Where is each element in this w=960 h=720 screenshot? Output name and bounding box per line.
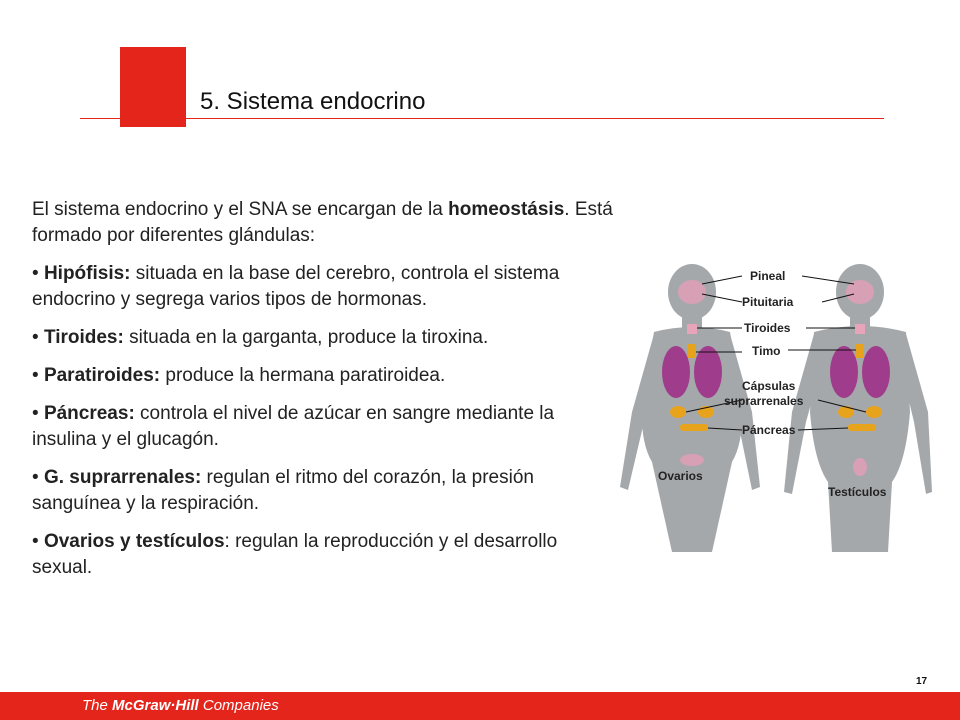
label-testiculos: Testículos	[828, 485, 887, 499]
intro-text-end: . Está formado por diferentes glándulas:	[32, 199, 613, 246]
bullet-pancreas: • Páncreas: controla el nivel de azúcar en sangre mediante la insulina y el glucagón.	[32, 403, 555, 450]
bullet-term: Tiroides:	[43, 327, 124, 348]
bullet-paratiroides: • Paratiroides: produce la hermana paratiroidea.	[32, 365, 446, 386]
bullet-text: situada en la base del cerebro, controla el sistema endocrino y segrega varios tipos de hormonas.	[32, 263, 560, 310]
bullet-text: : regulan la reproducción y el desarrollo sexual.	[32, 531, 558, 578]
bullet-text: produce la hermana paratiroidea.	[160, 365, 446, 386]
logo-companies: Companies	[198, 697, 279, 714]
bullet-ovarios-testiculos: • Ovarios y testículos: regulan la reproducción y el desarrollo sexual.	[32, 531, 558, 578]
label-tiroides: Tiroides	[744, 321, 791, 335]
label-pancreas: Páncreas	[742, 423, 796, 437]
bullet-text: regulan el ritmo del corazón, la presión sanguínea y la respiración.	[32, 467, 534, 514]
bullet-suprarrenales: • G. suprarrenales: regulan el ritmo del corazón, la presión sanguínea y la respiración.	[32, 467, 534, 514]
bullet-tiroides: • Tiroides: situada en la garganta, produce la tiroxina.	[32, 327, 489, 348]
label-pituitaria: Pituitaria	[742, 295, 794, 309]
title-accent-block	[120, 47, 186, 127]
bullet-term: G. suprarrenales:	[43, 467, 202, 488]
label-pineal: Pineal	[750, 269, 786, 283]
bullet-term: Paratiroides:	[43, 365, 161, 386]
intro-paragraph	[32, 197, 632, 249]
male-body	[784, 264, 932, 552]
female-body	[620, 264, 760, 552]
bullet-term: Páncreas:	[43, 403, 135, 424]
bullet-term: Hipófisis:	[43, 263, 131, 284]
page-number: 17	[916, 676, 928, 687]
mcgraw-hill-logo	[82, 697, 279, 714]
title-underline	[80, 118, 884, 119]
bullet-text: situada en la garganta, produce la tiroxina.	[123, 327, 489, 348]
bullet-text: controla el nivel de azúcar en sangre mediante la insulina y el glucagón.	[32, 403, 555, 450]
label-ovarios: Ovarios	[658, 469, 703, 483]
slide-content	[32, 197, 632, 593]
logo-the: The	[82, 697, 113, 714]
intro-bold-term: homeostásis	[448, 199, 565, 220]
slide-title: 5. Sistema endocrino	[200, 88, 426, 115]
label-timo: Timo	[752, 344, 781, 358]
logo-name: McGraw·Hill	[112, 697, 199, 714]
bullet-hipofisis: • Hipófisis: situada en la base del cerebro, controla el sistema endocrino y segrega varios tipos de hormonas.	[32, 263, 560, 310]
label-capsulas: Cápsulas	[742, 379, 796, 393]
bullet-term: Ovarios y testículos	[43, 531, 225, 552]
label-suprarrenales: suprarrenales	[724, 394, 804, 408]
intro-text: El sistema endocrino y el SNA se encargan de la	[32, 199, 449, 220]
endocrine-system-figure	[592, 262, 932, 552]
